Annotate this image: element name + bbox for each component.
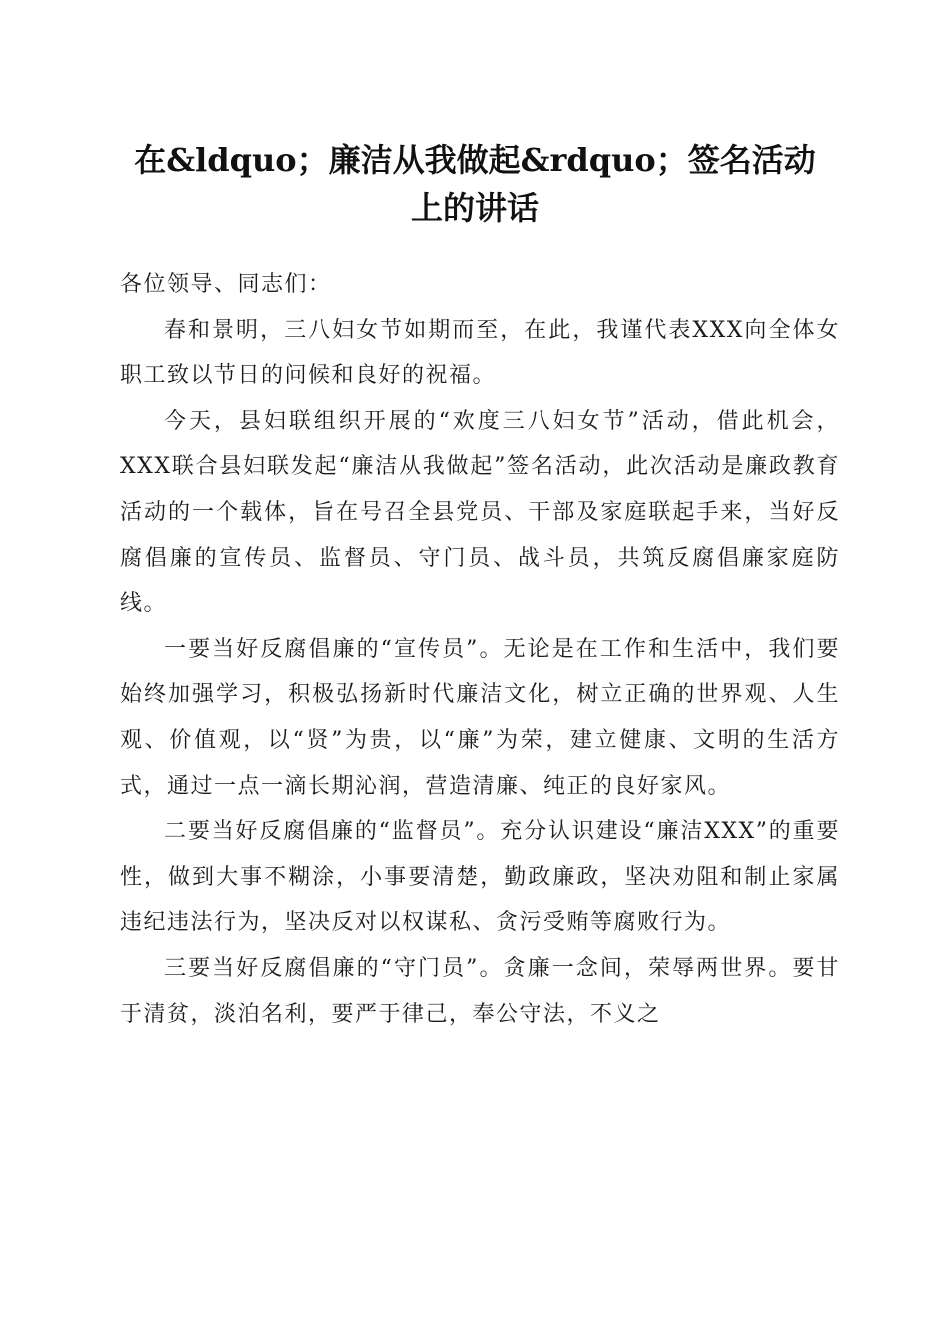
paragraph-supervisor: 二要当好反腐倡廉的“监督员”。充分认识建设“廉洁XXX”的重要性，做到大事不糊涂，小事要清楚，勤政廉政，坚决劝阻和制止家属违纪违法行为，坚决反对以权谋私、贪污受贿等腐败行为。: [120, 819, 840, 936]
title-line-2: 上的讲话: [410, 189, 539, 227]
paragraph-activity-intro: 今天，县妇联组织开展的“欢度三八妇女节”活动，借此机会，XXX联合县妇联发起“廉洁从我做起”签名活动，此次活动是廉政教育活动的一个载体，旨在号召全县党员、干部及家庭联起手来，当好反腐倡廉的宣传员、监督员、守门员、战斗员，共筑反腐倡廉家庭防线。: [120, 408, 840, 617]
document-body: [120, 262, 840, 1037]
document-title: [110, 136, 840, 232]
paragraph-propagandist: 一要当好反腐倡廉的“宣传员”。无论是在工作和生活中，我们要始终加强学习，积极弘扬新时代廉洁文化，树立正确的世界观、人生观、价值观，以“贤”为贵，以“廉”为荣，建立健康、文明的生活方式，通过一点一滴长期沁润，营造清廉、纯正的良好家风。: [120, 636, 840, 799]
title-line-1: 在&ldquo；廉洁从我做起&rdquo；签名活动: [134, 141, 816, 179]
paragraph-gatekeeper: 三要当好反腐倡廉的“守门员”。贪廉一念间，荣辱两世界。要甘于清贫，淡泊名利，要严于律己，奉公守法，不义之: [120, 955, 840, 1027]
paragraph-greeting: 春和景明，三八妇女节如期而至，在此，我谨代表XXX向全体女职工致以节日的问候和良好的祝福。: [120, 317, 840, 389]
salutation: 各位领导、同志们：: [120, 272, 332, 297]
